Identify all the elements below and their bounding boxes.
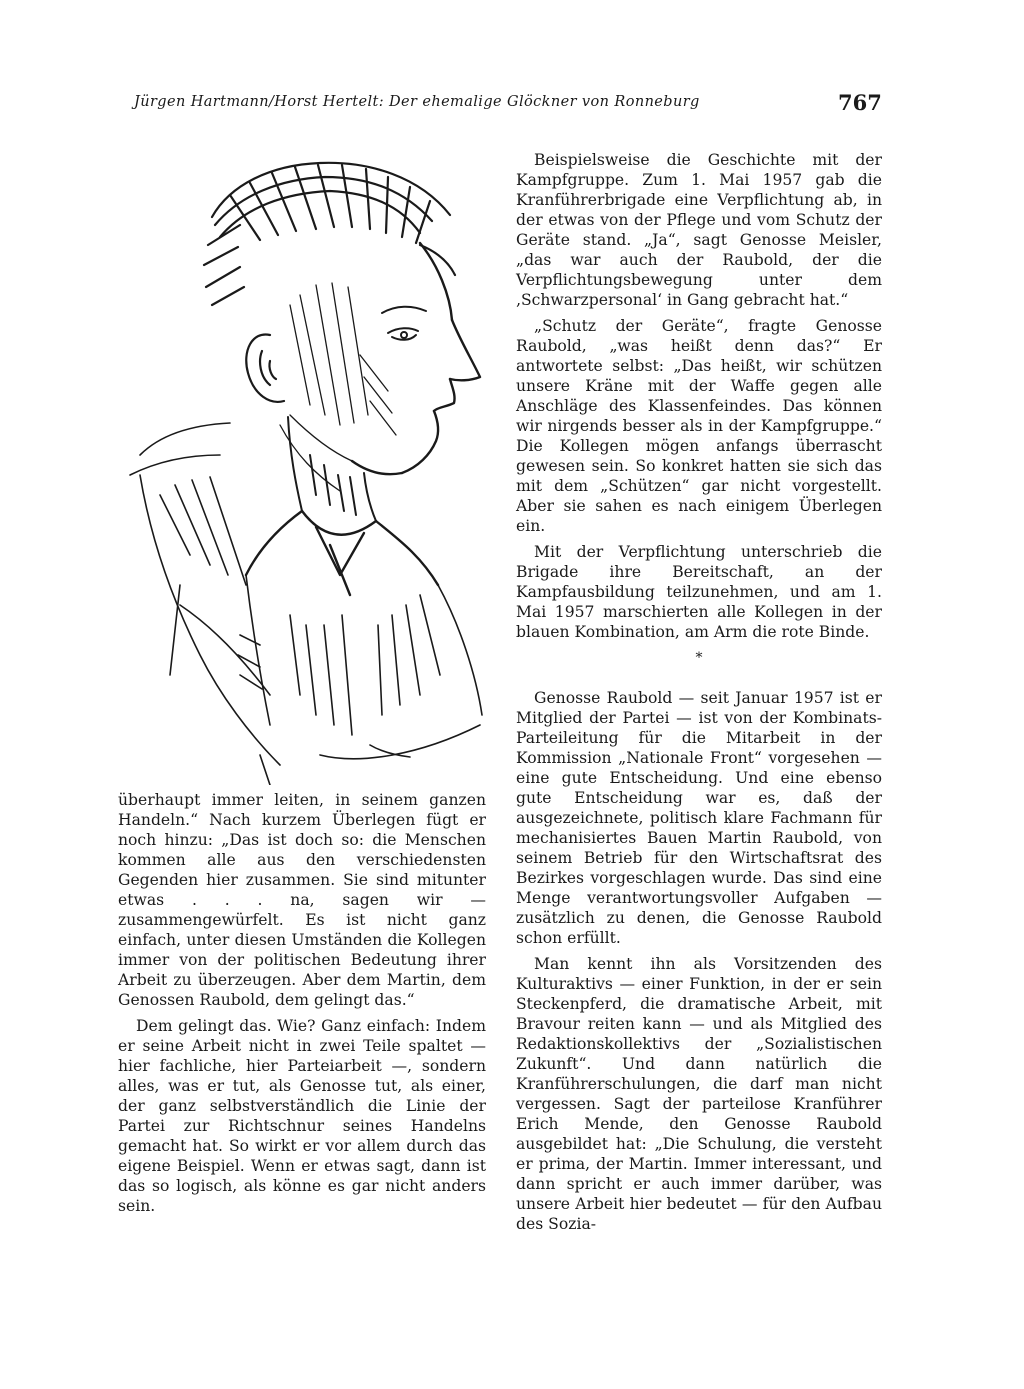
left-column xyxy=(118,790,486,1222)
left-paragraph-2: Dem gelingt das. Wie? Ganz einfach: Indem er seine Arbeit nicht in zwei Teile spaltet — hier fachliche, hier Parteiarbeit —, sondern alles, was er tut, als Genosse tut, als einer, der ganz selbstverständlich die Linie der Partei zur Richtschnur seines Handelns gemacht hat. So wirkt er vor allem durch das eigene Beispiel. Wenn er etwas sagt, dann ist das so logisch, als könne es gar nicht anders sein. xyxy=(118,1017,486,1215)
portrait-shading xyxy=(280,283,396,491)
right-paragraph-5: Man kennt ihn als Vorsitzenden des Kulturaktivs — einer Funktion, in der er sein Steckenpferd, die dramatische Arbeit, mit Bravour reiten kann — und als Mitglied des Redaktionskollektivs der „Sozialistischen Zukunft“. Und dann natürlich die Kranführerschulungen, die darf man nicht vergessen. Sagt der parteilose Kranführer Erich Mende, den Genosse Raubold ausgebildet hat: „Die Schulung, die versteht er prima, der Martin. Immer interessant, und dann spricht er auch immer darüber, was unsere Arbeit hier bedeutet — für den Aufbau des Sozia- xyxy=(516,955,882,1233)
portrait-face xyxy=(352,243,480,474)
running-head: Jürgen Hartmann/Horst Hertelt: Der ehemalige Glöckner von Ronneburg xyxy=(134,94,700,110)
right-paragraph-3: Mit der Verpflichtung unterschrieb die Brigade ihre Bereitschaft, an der Kampfausbildung teilzunehmen, und am 1. Mai 1957 marschierten alle Kollegen in der blauen Kombination, am Arm die rote Binde. xyxy=(516,543,882,641)
portrait-collar xyxy=(246,511,438,595)
portrait-hair xyxy=(204,163,455,305)
portrait-eye xyxy=(382,307,426,340)
right-paragraph-2: „Schutz der Geräte“, fragte Genosse Raubold, „was heißt denn das?“ Er antwortete selbst: „Das heißt, wir schützen unsere Kräne mit der Waffe gegen alle Anschläge des Klassenfeindes. Das können wir nirgends besser als in der Kampfgruppe.“ Die Kollegen mögen anfangs überrascht gewesen sein. So konkret hatten sie sich das mit dem „Schützen“ gar nicht vorgestellt. Aber sie sahen es nach einigem Überlegen ein. xyxy=(516,317,882,535)
portrait-neck xyxy=(288,417,376,521)
right-paragraph-1: Beispielsweise die Geschichte mit der Kampfgruppe. Zum 1. Mai 1957 gab die Kranführerbrigade eine Verpflichtung ab, in der etwas von der Pflege und vom Schutz der Geräte stand. „Ja“, sagt Genosse Meisler, „das war auch der Raubold, der die Verpflichtungsbewegung unter dem ‚Schwarzpersonal‘ in Gang gebracht hat.“ xyxy=(516,151,882,309)
section-break-asterisk: * xyxy=(695,650,703,666)
left-paragraph-1: überhaupt immer leiten, in seinem ganzen Handeln.“ Nach kurzem Überlegen fügt er noch hinzu: „Das ist doch so: die Menschen kommen alle aus den verschiedensten Gegenden hier zusammen. Sie sind mitunter etwas . . . na, sagen wir — zusammengewürfelt. Es ist nicht ganz einfach, unter diesen Umständen die Kollegen immer von der politischen Bedeutung ihrer Arbeit zu überzeugen. Aber dem Martin, dem Genossen Raubold, dem gelingt das.“ xyxy=(118,791,486,1009)
portrait-illustration xyxy=(120,155,495,785)
portrait-jacket xyxy=(130,423,482,785)
page-number: 767 xyxy=(838,90,882,115)
right-paragraph-4: Genosse Raubold — seit Januar 1957 ist er Mitglied der Partei — ist von der Kombinats-Parteileitung für die Mitarbeit in der Kommission „Nationale Front“ vorgesehen — eine gute Entscheidung. Und eine ebenso gute Entscheidung war es, daß der ausgezeichnete, politisch klare Fachmann für mechanisiertes Bauen Martin Raubold, von seinem Betrieb für den Wirtschaftsrat des Bezirkes vorgeschlagen wurde. Das sind eine Menge verantwortungsvoller Aufgaben — zusätzlich zu denen, die Genosse Raubold schon erfüllt. xyxy=(516,689,882,947)
portrait-ear xyxy=(246,334,284,401)
right-column xyxy=(516,150,882,1240)
